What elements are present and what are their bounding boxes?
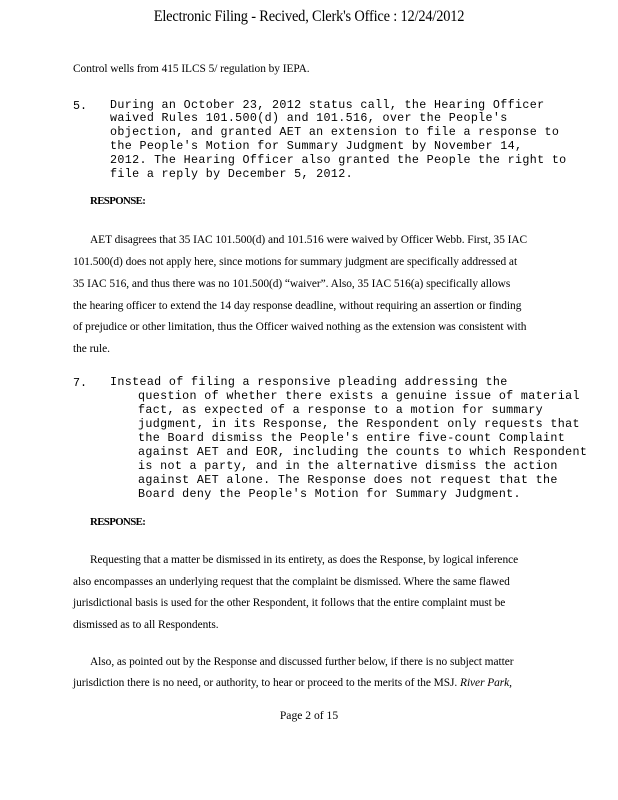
paragraph-line: of prejudice or other limitation, thus the Officer waived nothing as the extension was consistent with xyxy=(73,321,527,333)
paragraph-line: Requesting that a matter be dismissed in its entirety, as does the Response, by logical inference xyxy=(90,554,519,566)
paragraph-line: the rule. xyxy=(73,343,110,355)
paragraph-line: jurisdictional basis is used for the other Respondent, it follows that the entire complaint must be xyxy=(73,597,506,609)
item-7-number: 7. xyxy=(73,376,88,390)
item-7-line: Board deny the People's Motion for Summary Judgment. xyxy=(138,487,521,501)
case-citation: River Park, xyxy=(460,677,512,689)
paragraph-line: dismissed as to all Respondents. xyxy=(73,619,219,631)
item-5-line: waived Rules 101.500(d) and 101.516, over the People's xyxy=(110,111,508,125)
paragraph-line: also encompasses an underlying request that the complaint be dismissed. Where the same flawed xyxy=(73,576,510,588)
filing-header: Electronic Filing - Recived, Clerk's Office : 12/24/2012 xyxy=(153,8,465,25)
response-heading: RESPONSE: xyxy=(90,195,146,207)
paragraph-line xyxy=(73,677,512,689)
item-5-line: During an October 23, 2012 status call, the Hearing Officer xyxy=(110,98,545,112)
paragraph-line: Also, as pointed out by the Response and discussed further below, if there is no subject matter xyxy=(90,656,514,668)
item-7-line: is not a party, and in the alternative dismiss the action xyxy=(138,459,558,473)
paragraph-line: 35 IAC 516, and thus there was no 101.500(d) “waiver”. Also, 35 IAC 516(a) specifically allows xyxy=(73,278,511,290)
paragraph-line: AET disagrees that 35 IAC 101.500(d) and 101.516 were waived by Officer Webb. First, 35 IAC xyxy=(90,234,528,246)
intro-line: Control wells from 415 ILCS 5/ regulation by IEPA. xyxy=(73,63,310,75)
item-5-line: file a reply by December 5, 2012. xyxy=(110,167,353,181)
item-7-line: judgment, in its Response, the Respondent only requests that xyxy=(138,417,580,431)
item-7-line: question of whether there exists a genuine issue of material xyxy=(138,389,580,403)
item-7-line: against AET and EOR, including the counts to which Respondent xyxy=(138,445,588,459)
item-7-line: against AET alone. The Response does not request that the xyxy=(138,473,558,487)
item-7-line: Instead of filing a responsive pleading addressing the xyxy=(110,375,508,389)
paragraph-text: jurisdiction there is no need, or authority, to hear or proceed to the merits of the MSJ. xyxy=(73,677,458,689)
response-heading: RESPONSE: xyxy=(90,516,146,528)
paragraph-line: the hearing officer to extend the 14 day response deadline, without requiring an assertion or finding xyxy=(73,300,522,312)
item-5-line: objection, and granted AET an extension to file a response to xyxy=(110,125,560,139)
paragraph-line: 101.500(d) does not apply here, since motions for summary judgment are specifically addressed at xyxy=(73,256,518,268)
page-number: Page 2 of 15 xyxy=(279,709,339,722)
item-7-line: fact, as expected of a response to a motion for summary xyxy=(138,403,543,417)
item-7-line: the Board dismiss the People's entire five-count Complaint xyxy=(138,431,566,445)
item-5-line: 2012. The Hearing Officer also granted the People the right to xyxy=(110,153,567,167)
item-5-number: 5. xyxy=(73,99,88,113)
item-5-line: the People's Motion for Summary Judgment by November 14, xyxy=(110,139,523,153)
